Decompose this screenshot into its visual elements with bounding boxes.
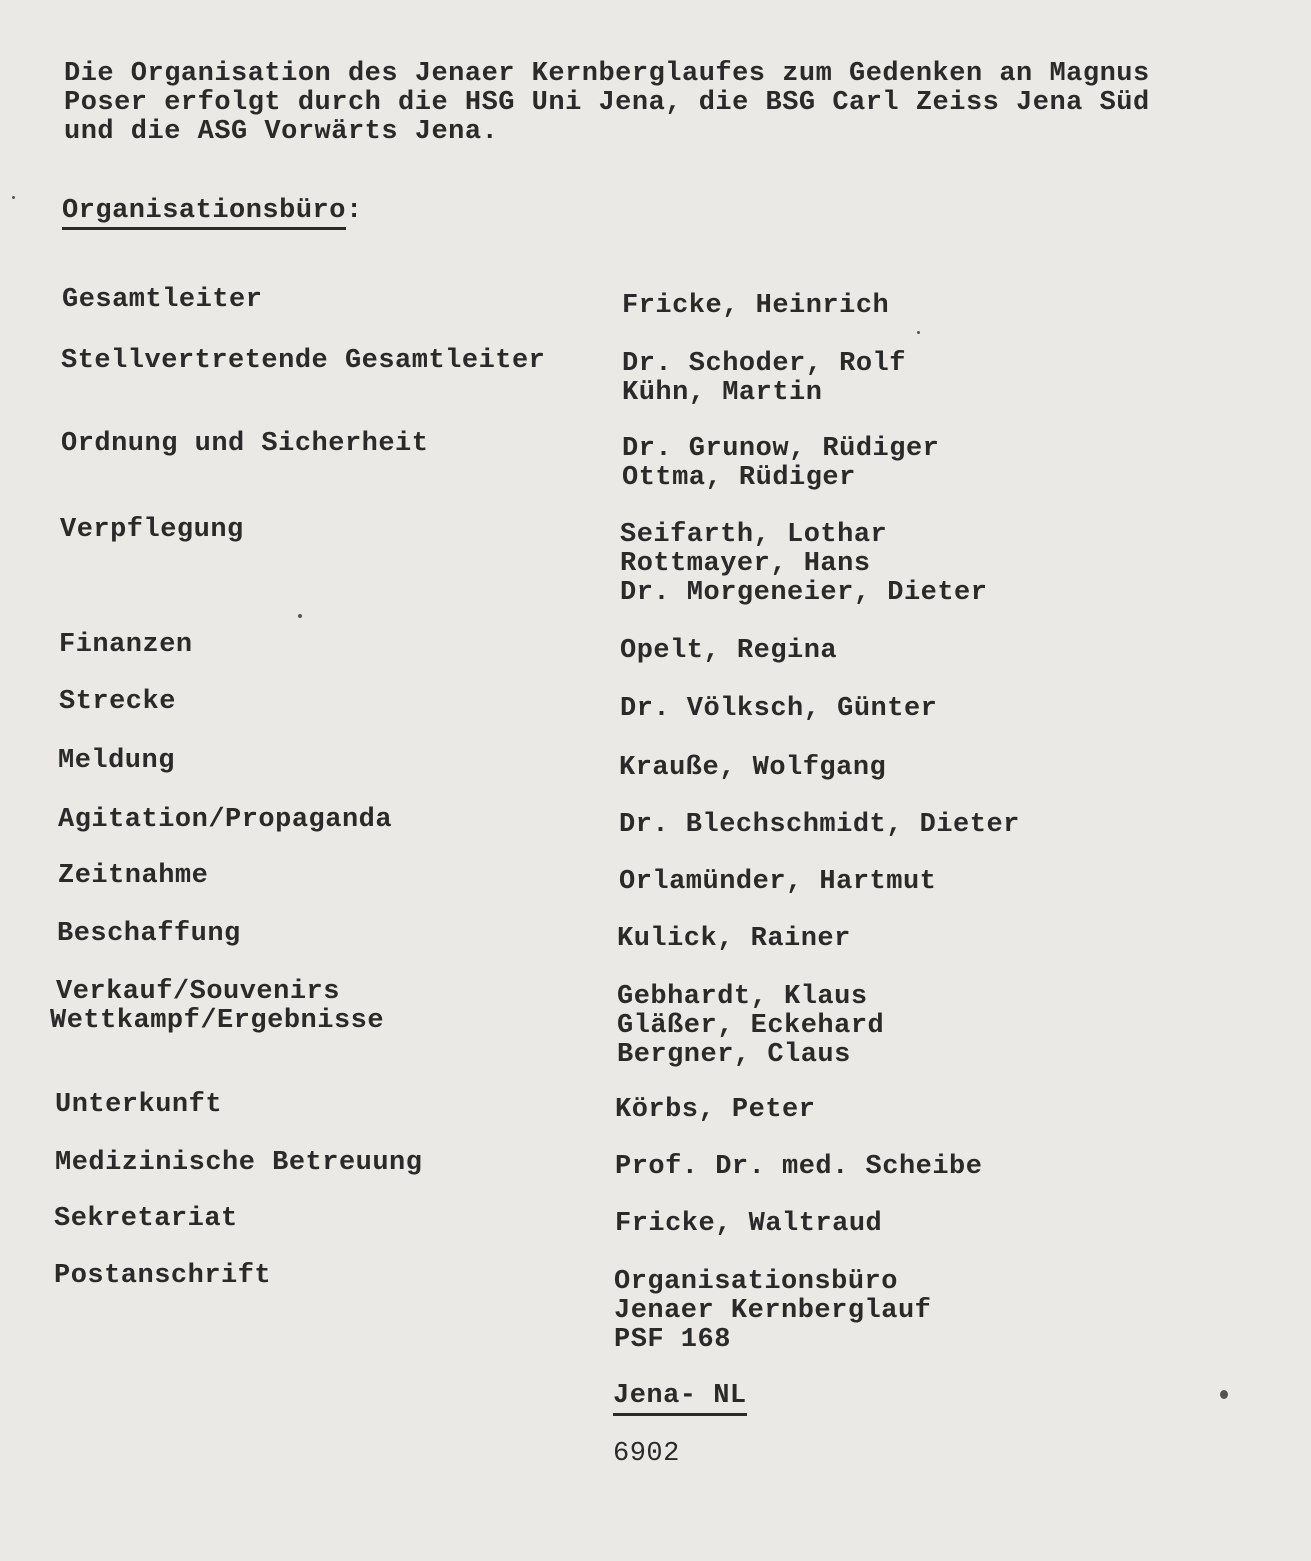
role-label: Strecke: [59, 687, 176, 717]
role-names: Opelt, Regina: [620, 636, 838, 666]
role-names: Körbs, Peter: [615, 1095, 816, 1125]
address-city: Jena- NL: [613, 1381, 747, 1411]
role-label: Meldung: [58, 746, 175, 776]
intro-line: und die ASG Vorwärts Jena.: [64, 117, 499, 147]
role-names: Krauße, Wolfgang: [619, 753, 887, 783]
role-label: Gesamtleiter: [62, 285, 263, 315]
paper-speck: [917, 331, 920, 334]
address-zip: 6902: [613, 1439, 680, 1469]
intro-line: Die Organisation des Jenaer Kernberglaufes zum Gedenken an Magnus: [64, 59, 1150, 89]
intro-paragraph: [64, 60, 1150, 147]
role-names: Dr. Schoder, Rolf Kühn, Martin: [622, 349, 906, 408]
role-label: Stellvertretende Gesamtleiter: [61, 346, 546, 376]
role-label: Postanschrift: [54, 1261, 272, 1291]
intro-line: Poser erfolgt durch die HSG Uni Jena, die BSG Carl Zeiss Jena Süd: [64, 88, 1150, 118]
paper-speck: [1220, 1390, 1228, 1399]
role-label: Finanzen: [59, 630, 193, 660]
role-label: Unterkunft: [55, 1090, 223, 1120]
role-names: Gebhardt, Klaus Gläßer, Eckehard Bergner, Claus: [617, 982, 885, 1070]
role-names: Dr. Blechschmidt, Dieter: [619, 810, 1020, 840]
role-names: Organisationsbüro Jenaer Kernberglauf PSF 168: [614, 1267, 932, 1355]
role-names: Orlamünder, Hartmut: [619, 867, 937, 897]
role-names: Fricke, Waltraud: [615, 1209, 883, 1239]
role-label: Sekretariat: [54, 1204, 238, 1234]
paper-speck: [12, 196, 15, 199]
role-names: Dr. Völksch, Günter: [620, 694, 938, 724]
role-label: Agitation/Propaganda: [58, 805, 393, 835]
role-label: Medizinische Betreuung: [55, 1148, 423, 1178]
role-names: Prof. Dr. med. Scheibe: [615, 1152, 983, 1182]
role-label: Verkauf/Souvenirs Wettkampf/Ergebnisse: [50, 977, 385, 1036]
role-label: Ordnung und Sicherheit: [61, 429, 429, 459]
role-names: Seifarth, Lothar Rottmayer, Hans Dr. Morgeneier, Dieter: [620, 520, 988, 608]
heading-colon: :: [345, 196, 363, 226]
role-names: Dr. Grunow, Rüdiger Ottma, Rüdiger: [622, 434, 940, 493]
role-label: Beschaffung: [57, 919, 241, 949]
section-heading: [62, 196, 363, 226]
role-names: Fricke, Heinrich: [622, 291, 890, 321]
role-label: Verpflegung: [60, 515, 244, 545]
heading-text: Organisationsbüro: [62, 196, 346, 230]
paper-speck: [298, 614, 302, 618]
role-names: Kulick, Rainer: [617, 924, 851, 954]
role-label: Zeitnahme: [58, 861, 209, 891]
